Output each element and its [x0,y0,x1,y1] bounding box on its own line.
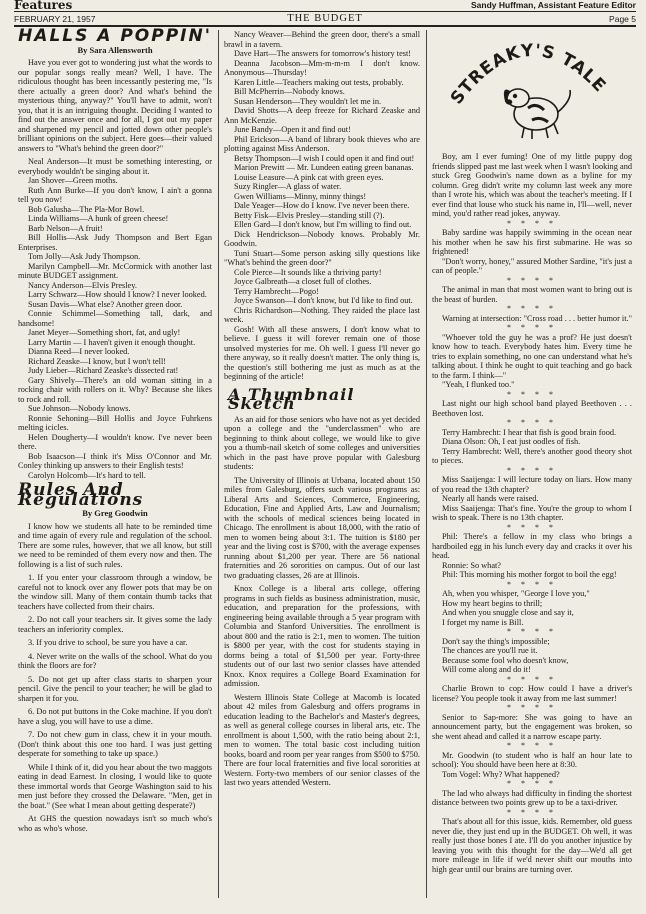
thumbnail-body [224,415,420,788]
streaky-line: Charlie Brown to cop: How could I have a driver's license? You people took it away from me last summer! [432,684,632,703]
rule-item: At GHS the question nowadays isn't so much who's who as who's whose. [18,814,212,833]
streaky-line: * * * * [507,779,557,788]
halls-answer: Bob Isaacson—I think it's Miss O'Connor and Mr. Conley thinking up answers to their English tests! [18,451,212,470]
streaky-line: The animal in man that most women want to bring out is the beast of burden. [432,285,632,304]
streaky-line: Baby sardine was happily swimming in the ocean near his mother when he saw his first submarine. He was so frightened! [432,228,632,256]
halls-answer: Ruth Ann Burke—If you don't know, I ain't a gonna tell you now! [18,185,212,204]
streaky-line: * * * * [507,579,557,589]
issue-date: FEBRUARY 21, 1957 [14,14,96,24]
halls-body [18,58,212,480]
halls-answer: Larry Schwarz—How should I know? I never looked. [28,290,207,299]
halls-answer: Suzy Ringler—A glass of water. [234,182,342,191]
column-divider [426,30,427,898]
thumbnail-paragraph: As an aid for those seniors who have not as yet decided upon a college and the "underclassmen" who are beginning to think about college, we would like to give you a thumb-nail sketch of some colleges and universities which in the past have prove popular with Galesburg students: [224,414,420,471]
streaky-line: Miss Saaijenga: That's fine. You're the group to whom I wish to speak. There is no 13th chapter. [432,503,632,522]
rules-headline: Rules And Regulations [18,480,144,510]
streaky-line: Boy, am I ever fuming! One of my little puppy dog friends slipped past me last week when I wasn't looking and stuck Greg Goodwin's name down as a byline for my column. Greg didn't write my column last week any more than I wrote his, which was about the teacher's meeting. If I ever find that louse who stuck his name in, I'll—well, never mind, you'd rather read jokes, anyway. [432,152,632,218]
halls-answer: Gosh! With all these answers, I don't know what to believe. I guess it will forever remain one of those unsolved mysteries for me. Oh well. I guess I'll never go there anyway, so it really doesn't matter. The only thing is, the question's still bothering me just as much as at the beginning of the article! [224,324,420,381]
streaky-line: * * * * [507,465,557,475]
halls-answer: Gwen Williams—Minny, minny things! [234,191,367,201]
halls-answer: Dianna Reed—I never looked. [28,347,130,356]
streaky-line: * * * * [507,674,557,684]
halls-answer: Jan Shover—Green moths. [28,176,118,185]
halls-answer: Neal Anderson—It must be something interesting, or everybody wouldn't be singing about it. [18,157,212,176]
halls-answer: Janet Meyer—Something short, fat, and ugly! [28,328,181,337]
streaky-line: * * * * [507,218,557,228]
streaky-line: * * * * [507,627,557,636]
streaky-line: Phil: There's a fellow in my class who brings a hardboiled egg in his lunch every day and cracks it over his head. [432,532,632,560]
streaky-line: Miss Saaijenga: I will lecture today on liars. How many of you read the 13th chapter? [432,475,632,494]
streaky-line: * * * * [507,418,557,427]
halls-answer: Tom Jolly—Ask Judy Thompson. [28,252,141,261]
thumbnail-headline: A Thumbnail Sketch [228,384,355,413]
streaky-line: How my heart begins to thrill; [442,598,543,608]
halls-answer: Connie Schimmel—Something tall, dark, and handsome! [18,309,212,328]
streaky-line: Because some fool who doesn't know, [442,655,569,665]
rule-item: 4. Never write on the walls of the school. What do you think the floors are for? [18,651,212,670]
streaky-line: * * * * [507,275,557,285]
halls-answer: Susan Henderson—They wouldn't let me in. [234,96,382,106]
streaky-cartoon-drawing [432,30,632,146]
halls-answer: Richard Zeaske—I know, but I won't tell! [28,356,167,366]
halls-answer: Phil Erickson—A band of library book thieves who are plotting against Miss Anderson. [224,134,420,153]
editor-credit: Sandy Huffman, Assistant Feature Editor [471,0,636,10]
streaky-line: Mr. Goodwin (to student who is half an hour late to school): You should have been here at 8:30. [432,750,632,769]
streaky-line: Last night our high school band played Beethoven . . . Beethoven lost. [432,399,632,418]
halls-answer: Susan Davis—What else? Another green door. [28,299,183,309]
streaky-line: And when you snuggle close and say it, [442,608,574,617]
halls-answer: Bob Galusha—The Pla-Mor Bowl. [28,204,145,214]
streaky-line: Tom Vogel: Why? What happened? [442,769,560,779]
puppy-icon [505,89,571,139]
streaky-line: I forget my name is Bill. [442,617,524,627]
streaky-body [432,152,632,874]
streaky-line: The chances are you'll rue it. [442,646,538,655]
halls-answer: Chris Richardson—Nothing. They raided the place last week. [224,305,420,324]
halls-answer: Tuni Stuart—Some person asking silly questions like "What's behind the green door?" [224,248,420,267]
halls-answer: Bill Hollis—Ask Judy Thompson and Bert Egan Enterprises. [18,233,212,252]
halls-answer: Deanna Jacobson—Mm-m-m-m I don't know. Anonymous—Thursday! [224,58,420,77]
halls-body-continued [224,30,420,382]
streaky-line: That's about all for this issue, kids. Remember, old guess never die, they just end up in the BUDGET. Oh well, it was really just those bones I ate. I'll do you another injustice by leaving you with this thought for the day—We'd all get more mileage in life if we'd never shift our mouths into high gear until our brains are turning over. [432,817,632,874]
rules-list [18,573,212,833]
streaky-line: Phil: This morning his mother forgot to boil the egg! [442,570,617,579]
streaky-line: Senior to Sap-more: She was going to have an announcement party, but the engagement was broken, so she went ahead and called it a narrow escape party. [432,712,632,741]
thumbnail-paragraph: Western Illinois State College at Macomb is located about 42 miles from Galesburg and offers programs in education leading to the Bachelor's and Master's degrees, as well as general college courses in liberal arts, etc. The enrollment is about 1,500, with the ratio being about 2:1, men to women. The total basic cost including tuition books, board and room per year ranges from $500 to $750. There are four local fraternities and five local sororities at Western. Forty-two members of our senior classes of the last two years attended Western. [224,692,420,787]
halls-answer: Larry Martin — I haven't given it enough thought. [28,337,196,347]
streaky-line: "Yeah, I flunked too." [442,380,515,389]
column-3 [432,30,632,874]
masthead-rule [14,11,636,12]
halls-answer: Barb Nelson—A fruit! [28,223,103,233]
halls-byline: By Sara Allensworth [77,44,153,55]
halls-answer: Carolyn Holcomb—It's hard to tell. [28,470,146,480]
halls-answer: Dave Hart—The answers for tomorrow's history test! [234,49,412,58]
dateline [14,13,636,25]
page-number: Page 5 [609,14,636,24]
paper-name: THE BUDGET [287,13,363,24]
halls-answer: Linda Williams—A hunk of green cheese! [28,214,169,223]
streaky-line: * * * * [507,703,557,712]
halls-answer: Louise Leasure—A pink cat with green eyes. [234,172,384,182]
halls-answer: Cole Pierce—It sounds like a thriving party! [234,267,382,277]
halls-answer: Judy Lieber—Richard Zeaske's dissected rat! [28,366,179,375]
streaky-line: Ah, when you whisper, "George I love you," [442,589,590,598]
thumbnail-paragraph: Knox College is a liberal arts college, offering programs in such fields as business administration, music, education, and preparation for the professions, with engineering being available through a 5 year program with Columbia and Stanford Universities. The enrollment is about 800 and the ratio is 2:1, men to women. The tuition is $800 per year, with the cost for students staying in dorms being a total of $1,500 per year. Forty-three students out of our last two senior classes have attended Knox. Knox requires a College Board Examination for admission. [224,584,420,688]
rule-item: 5. Do not get up after class starts to sharpen your pencil. Give the pencil to your teacher; he will be glad to sharpen it for you. [18,674,212,703]
halls-answer: Marion Prewitt — Mr. Lundeen eating green bananas. [234,163,414,172]
streaky-line: Ronnie: So what? [442,560,501,570]
halls-answer: Ellen Gard—I don't know, but I'm willing to find out. [234,220,412,229]
streaky-line: Warning at intersection: "Cross road . . . better humor it." [442,313,632,323]
streaky-line: Terry Hambrecht: I hear that fish is good brain food. [442,427,617,437]
halls-answer: Betsy Thompson—I wish I could open it and find out! [234,153,415,163]
streaky-line: * * * * [507,807,557,817]
halls-answer: Sue Johnson—Nobody knows. [28,404,131,413]
rule-item: While I think of it, did you hear about the two maggots eating in dead Earnest. In closing, I would like to quote these immortal words that George Washington said to his men just before they crossed the Delaware. "Men, get in the boat." (See what I mean about getting desperate?) [18,762,212,810]
halls-answer: Have you ever got to wondering just what the words to our popular songs really mean? Well, I have. The ridiculous thought has been incessantly pestering me, "Is there actually a green door? And what's behind the mysterious thing, anyway?" You'll have to admit, won't you, that it is an intriguing thought. Deciding I wanted to find out the answer once and for all, I got out my paper and sharpened my pencil and jotted down other people's brilliant opinions on the subject. Here goes—their valued answers to "What's behind the green door?" [18,58,212,153]
halls-answer: Marilyn Campbell—Mr. McCormick with another last minute BUDGET assignment. [18,261,212,280]
streaky-line: Diana Olson: Oh, I eat just oodles of fish. [442,437,581,446]
streaky-line: * * * * [507,741,557,750]
halls-answer: Joyce Swanson—I don't know, but I'd like to find out. [234,296,413,305]
rule-item: 6. Do not put buttons in the Coke machine. If you don't have a slug, you will have to use a dime. [18,707,212,726]
halls-answer: Dale Yeager—How do I know. I've never been there. [234,201,410,210]
halls-answer: Terry Hambrecht—Pogo! [234,286,319,296]
column-divider [218,30,219,898]
halls-answer: Bill McPherrin—Nobody knows. [234,87,345,96]
column-1 [18,26,212,833]
section-name: Features [14,0,73,12]
streaky-cartoon [432,30,632,146]
streaky-line: * * * * [507,323,557,332]
halls-headline: HALLS A POPPIN' [18,26,212,46]
streaky-line: * * * * [507,389,557,399]
streaky-line: Terry Hambrecht: Well, there's another good theory shot to pieces. [432,446,632,465]
halls-answer: Betty Fisk—Elvis Presley—standing still (?). [234,210,385,220]
streaky-line: "Don't worry, honey," assured Mother Sardine, "it's just a can of people." [432,256,632,275]
rule-item: 3. If you drive to school, be sure you have a car. [28,638,188,647]
thumbnail-paragraph: The University of Illinois at Urbana, located about 150 miles from Galesburg, offers such various programs as: Liberal Arts and Sciences, Commerce, Engineering, Education, Fine and Applied Arts, Law and Journalism; with the schools of medical sciences being located in Chicago. The enrollment is about 18,000, with the ratio of men to women being about 3:1. The tuition is $180 per year and the living cost is $700, with the average expenses running about $1,200 per year. There are 56 national fraternities and 26 sororities on campus. Out of our last two graduating classes, 26 are at Illinois. [224,475,420,580]
streaky-line: Nearly all hands were raised. [442,494,539,503]
halls-answer: Helen Dougherty—I wouldn't know. I've never been there. [18,432,212,451]
halls-answer: Joyce Galbreath—a closet full of clothes. [234,277,372,286]
halls-answer: Ronnie Sehoning—Bill Hollis and Joyce Fuhrkens melting icicles. [18,413,212,432]
rule-item: 2. Do not call your teachers sir. It gives some the lady teachers an inferiority complex. [18,615,212,634]
streaky-line: Will come along and do it! [442,665,531,674]
halls-answer: Gary Shively—There's an old woman sitting in a rocking chair with rollers on it. Why? Because she likes to rock and roll. [18,375,212,404]
masthead [14,0,636,10]
halls-answer: Nancy Weaver—Behind the green door, there's a small brawl in a tavern. [224,30,420,49]
rule-item: 7. Do not chew gum in class, chew it in your mouth. (Don't think about this one too hard. I was just getting desperate for something to take up space.) [18,730,212,758]
column-2 [224,30,420,788]
halls-answer: June Bandy—Open it and find out! [234,125,351,134]
streaky-line: The lad who always had difficulty in finding the shortest distance between two points grew up to be a taxi-driver. [432,788,632,807]
halls-answer: David Shotts—A deep freeze for Richard Zeaske and Ann McKenzie. [224,106,420,125]
streaky-line: * * * * [507,522,557,532]
rules-byline: By Greg Goodwin [82,508,148,518]
halls-answer: Karen Little—Teachers making out tests, probably. [234,77,404,87]
cartoon-title: STREAKY'S TALE [446,40,610,109]
halls-answer: Dick Hendrickson—Nobody knows. Probably Mr. Goodwin. [224,229,420,248]
halls-answer: Nancy Anderson—Elvis Presley. [28,280,137,290]
rule-item: 1. If you enter your classroom through a window, be careful not to knock over any flower pots that may be on the window sill. Many of them contain thumb tacks that teachers have collected from their chairs. [18,573,212,611]
rules-intro: I know how we students all hate to be reminded time and time again of every rule and regulation of the school. There are some rules, however, that we all know, but still we need to be reminded of them every now and then. The following is a list of such rules. [18,521,212,569]
streaky-line: "Whoever told the guy he was a prof? He just doesn't know how to teach. Everybody hates him. Every time he tries to explain something, no one can understand what he's talking about. I think he ought to quit teaching and go back to the farm. I think—" [432,332,632,380]
streaky-line: * * * * [507,304,557,313]
streaky-line: Don't say the thing's impossible; [442,636,550,646]
